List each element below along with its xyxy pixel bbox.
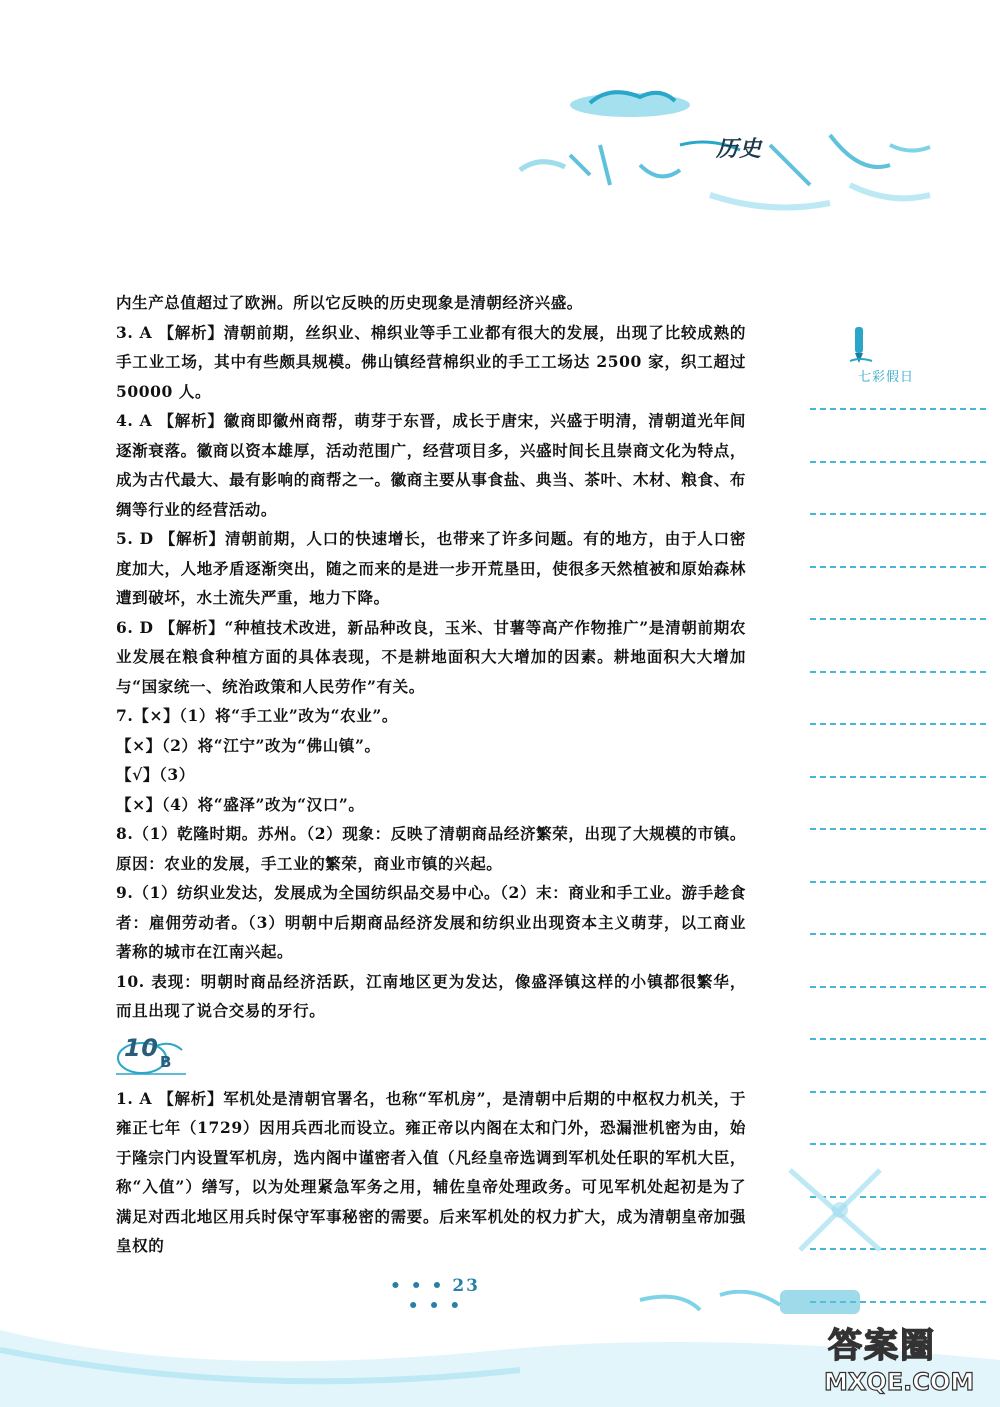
sidebar-line xyxy=(810,986,986,988)
sidebar-line xyxy=(810,671,986,673)
answer-paragraph: 9.（1）纺织业发达，发展成为全国纺织品交易中心。（2）末：商业和手工业。游手趁食者：雇佣劳动者。（3）明朝中后期商品经济发展和纺织业出现资本主义萌芽，以工商业著称的城市在江南兴起。 xyxy=(116,883,746,961)
answer-paragraph: 【×】（4）将“盛泽”改为“汉口”。 xyxy=(116,794,365,814)
watermark xyxy=(820,1318,1000,1404)
section-number: 10 xyxy=(124,1033,159,1062)
sidebar-line xyxy=(810,408,986,410)
answer-paragraph: 8.（1）乾隆时期。苏州。（2）现象：反映了清朝商品经济繁荣，出现了大规模的市镇。原因：农业的发展，手工业的繁荣，商业市镇的兴起。 xyxy=(116,824,746,873)
answer-paragraph: 【×】（2）将“江宁”改为“佛山镇”。 xyxy=(116,735,381,755)
sidebar-line xyxy=(810,618,986,620)
answer-paragraph: 6. D 【解析】“种植技术改进，新品种改良，玉米、甘薯等高产作物推广”是清朝前期农业发展在粮食种植方面的具体表现，不是耕地面积大大增加的因素。耕地面积大大增加与“国家统一、统治政策和人民劳作”有关。 xyxy=(116,617,746,696)
answer-paragraph: 7.【×】（1）将“手工业”改为“农业”。 xyxy=(116,706,398,725)
page-number: • • • 23 • • • xyxy=(389,1276,480,1316)
answer-paragraph: 3. A 【解析】清朝前期，丝织业、棉织业等手工业都有很大的发展，出现了比较成熟的手工业工场，其中有些颇具规模。佛山镇经营棉织业的手工工场达 2500 家，织工超过 50000 人。 xyxy=(116,322,746,401)
sidebar-line xyxy=(810,776,986,778)
paragraphs-after xyxy=(116,1084,746,1261)
subject-title: 历史 xyxy=(716,137,763,162)
answer-paragraph: 1. A 【解析】军机处是清朝官署名，也称“军机房”，是清朝中后期的中枢权力机关，于雍正七年（1729）因用兵西北而设立。雍正帝以内阁在太和门外，恐漏泄机密为由，始于隆宗门内设置军机房，选内阁中谨密者入值（凡经皇帝选调到军机处任职的军机大臣，称“入值”）缮写，以为处理紧急军务之用，辅佐皇帝处理政务。可见军机处起初是为了满足对西北地区用兵时保守军事秘密的需要。后来军机处的权力扩大，成为清朝皇帝加强皇权的 xyxy=(116,1088,746,1255)
watermark-sub: MXQE.COM xyxy=(824,1368,975,1396)
paragraphs-before xyxy=(116,288,746,1026)
answer-paragraph: 4. A 【解析】徽商即徽州商帮，萌芽于东晋，成长于唐宋，兴盛于明清，清朝道光年间逐渐衰落。徽商以资本雄厚，活动范围广，经营项目多，兴盛时间长且崇商文化为特点，成为古代最大、最有影响的商帮之一。徽商主要从事食盐、典当、茶叶、木材、粮食、布绸等行业的经营活动。 xyxy=(116,411,746,519)
section-letter: B xyxy=(160,1052,173,1071)
sidebar-line xyxy=(810,1038,986,1040)
corner-decoration xyxy=(780,1160,900,1260)
sidebar-line xyxy=(810,1091,986,1093)
answer-paragraph: 10. 表现：明朝时商品经济活跃，江南地区更为发达，像盛泽镇这样的小镇都很繁华，而且出现了说合交易的牙行。 xyxy=(116,971,746,1020)
answer-paragraph: 内生产总值超过了欧洲。所以它反映的历史现象是清朝经济兴盛。 xyxy=(116,293,583,312)
sidebar-line xyxy=(810,513,986,515)
pencil-icon xyxy=(846,325,876,365)
answer-paragraph: 【√】（3） xyxy=(116,765,195,784)
sidebar-line xyxy=(810,461,986,463)
sidebar-line xyxy=(810,1143,986,1145)
sidebar-line xyxy=(810,828,986,830)
section-header xyxy=(116,1030,746,1082)
sidebar-line xyxy=(810,933,986,935)
sidebar-line xyxy=(810,566,986,568)
sidebar-line xyxy=(810,881,986,883)
sidebar-label: 七彩假日 xyxy=(858,370,915,385)
watermark-main: 答案圈 xyxy=(828,1326,936,1366)
answer-paragraph: 5. D 【解析】清朝前期，人口的快速增长，也带来了许多问题。有的地方，由于人口密度加大，人地矛盾逐渐突出，随之而来的是进一步开荒垦田，使很多天然植被和原始森林遭到破坏，水土流失严重，地力下降。 xyxy=(116,529,746,607)
answer-content xyxy=(116,288,746,1261)
sidebar-line xyxy=(810,723,986,725)
